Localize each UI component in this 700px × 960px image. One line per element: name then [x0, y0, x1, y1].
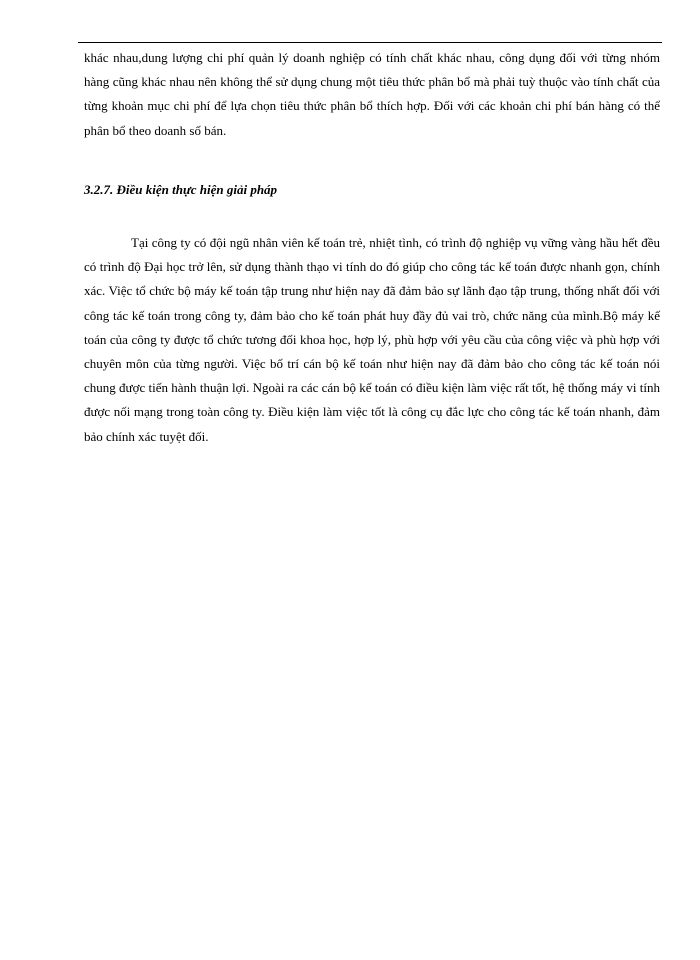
continuation-paragraph: khác nhau,dung lượng chi phí quản lý doanh nghiệp có tính chất khác nhau, công dụng đối với từng nhóm hàng cũng khác nhau nên không thể sử dụng chung một tiêu thức phân bổ mà phải tuỳ thuộc vào tính chất của từng khoản mục chi phí để lựa chọn tiêu thức phân bổ thích hợp. Đối với các khoản chi phí bán hàng có thể phân bổ theo doanh số bán.	[84, 50, 660, 138]
section-heading: 3.2.7. Điều kiện thực hiện giải pháp	[84, 182, 278, 197]
header-rule	[78, 42, 662, 43]
body-paragraph: Tại công ty có đội ngũ nhân viên kế toán trẻ, nhiệt tình, có trình độ nghiệp vụ vững vàng hầu hết đều có trình độ Đại học trở lên, sử dụng thành thạo vi tính do đó giúp cho công tác kế toán được nhanh gọn, chính xác. Việc tổ chức bộ máy kế toán tập trung như hiện nay đã đảm bảo sự lãnh đạo tập trung, thống nhất đối với công tác kế toán trong công ty, đảm bảo cho kế toán phát huy đầy đủ vai trò, chức năng của mình.Bộ máy kế toán của công ty được tổ chức tương đối khoa học, hợp lý, phù hợp với yêu cầu của công việc và phù hợp với chuyên môn của từng người. Việc bố trí cán bộ kế toán như hiện nay đã đảm bảo cho công tác kế toán nói chung được tiến hành thuận lợi. Ngoài ra các cán bộ kế toán có điều kiện làm việc rất tốt, hệ thống máy vi tính được nối mạng trong toàn công ty. Điều kiện làm việc tốt là công cụ đắc lực cho công tác kế toán nhanh, đảm bảo chính xác tuyệt đối.	[84, 235, 660, 444]
